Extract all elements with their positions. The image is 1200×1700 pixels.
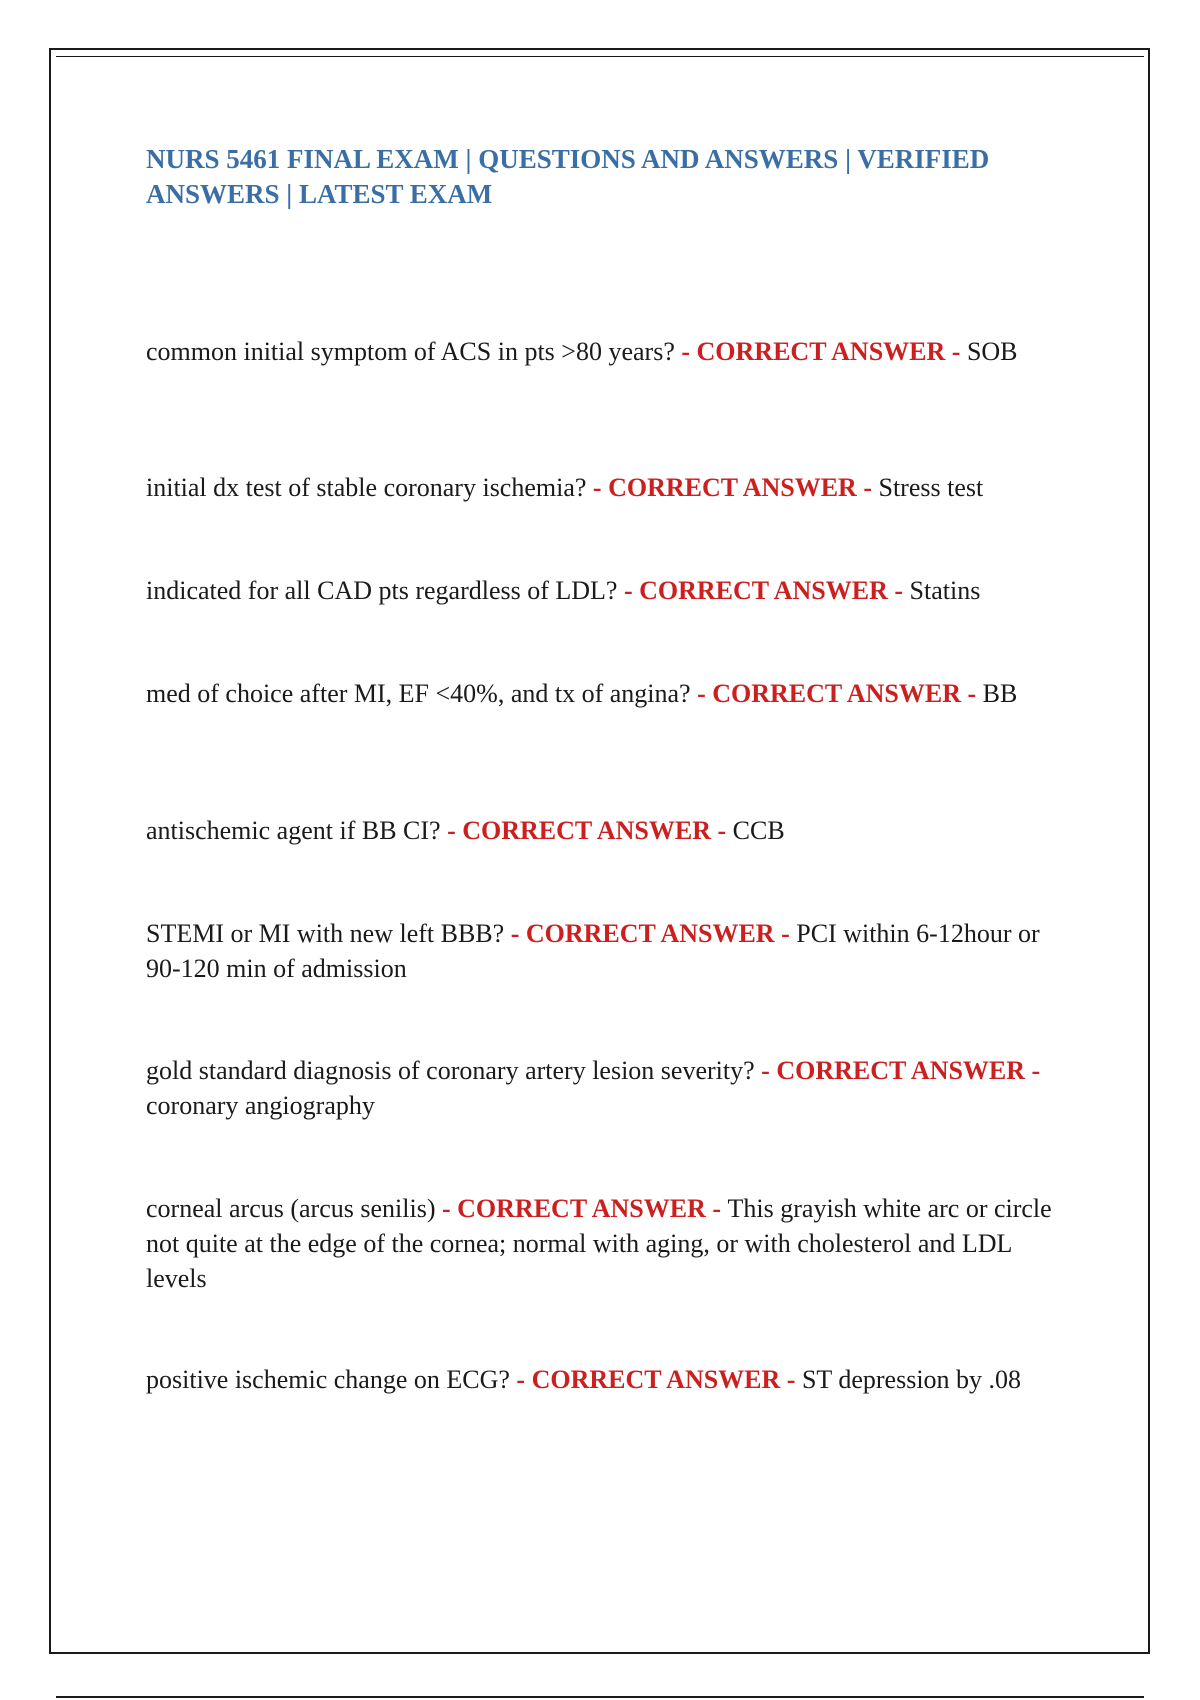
question-text: med of choice after MI, EF <40%, and tx of angina? — [146, 679, 691, 708]
correct-answer-marker: - CORRECT ANSWER - — [435, 1194, 728, 1223]
qa-item-5 — [146, 813, 1066, 848]
next-page-top-rule — [56, 1696, 1144, 1698]
question-text: positive ischemic change on ECG? — [146, 1365, 510, 1394]
document-title: NURS 5461 FINAL EXAM | QUESTIONS AND ANSWERS | VERIFIED ANSWERS | LATEST EXAM — [146, 144, 990, 209]
qa-item-2 — [146, 470, 1066, 505]
qa-item-1 — [146, 334, 1066, 369]
qa-item-9 — [146, 1362, 1066, 1397]
correct-answer-marker: - CORRECT ANSWER - — [754, 1056, 1041, 1085]
qa-item-3 — [146, 573, 1066, 608]
page-border — [49, 48, 1150, 1654]
correct-answer-marker: - CORRECT ANSWER - — [690, 679, 983, 708]
question-text: gold standard diagnosis of coronary artery lesion severity? — [146, 1056, 755, 1085]
question-text: common initial symptom of ACS in pts >80 years? — [146, 337, 675, 366]
answer-text: ST depression by .08 — [801, 1365, 1022, 1394]
correct-answer-marker: - CORRECT ANSWER - — [440, 816, 733, 845]
qa-item-6 — [146, 916, 1066, 986]
correct-answer-marker: - CORRECT ANSWER - — [504, 919, 797, 948]
correct-answer-marker: - CORRECT ANSWER - — [617, 576, 910, 605]
answer-text: BB — [982, 679, 1018, 708]
answer-text: This grayish white arc or circle not quite at the edge of the cornea; normal with aging, or with cholesterol and LDL levels — [146, 1194, 1052, 1293]
question-text: STEMI or MI with new left BBB? — [146, 919, 505, 948]
question-text: indicated for all CAD pts regardless of LDL? — [146, 576, 618, 605]
qa-item-8 — [146, 1191, 1066, 1296]
page-border-top-rule — [56, 56, 1144, 57]
correct-answer-marker: - CORRECT ANSWER - — [586, 473, 879, 502]
correct-answer-marker: - CORRECT ANSWER - — [509, 1365, 802, 1394]
question-text: antischemic agent if BB CI? — [146, 816, 441, 845]
answer-text: PCI within 6-12hour or 90-120 min of admission — [146, 919, 1040, 983]
qa-item-4 — [146, 676, 1066, 711]
answer-text: CCB — [732, 816, 785, 845]
correct-answer-marker: - CORRECT ANSWER - — [674, 337, 967, 366]
question-text: initial dx test of stable coronary ischemia? — [146, 473, 587, 502]
answer-text: Stress test — [878, 473, 984, 502]
answer-text: Statins — [909, 576, 981, 605]
answer-text: coronary angiography — [146, 1091, 375, 1120]
qa-item-7 — [146, 1053, 1066, 1123]
question-text: corneal arcus (arcus senilis) — [146, 1194, 436, 1223]
answer-text: SOB — [966, 337, 1018, 366]
